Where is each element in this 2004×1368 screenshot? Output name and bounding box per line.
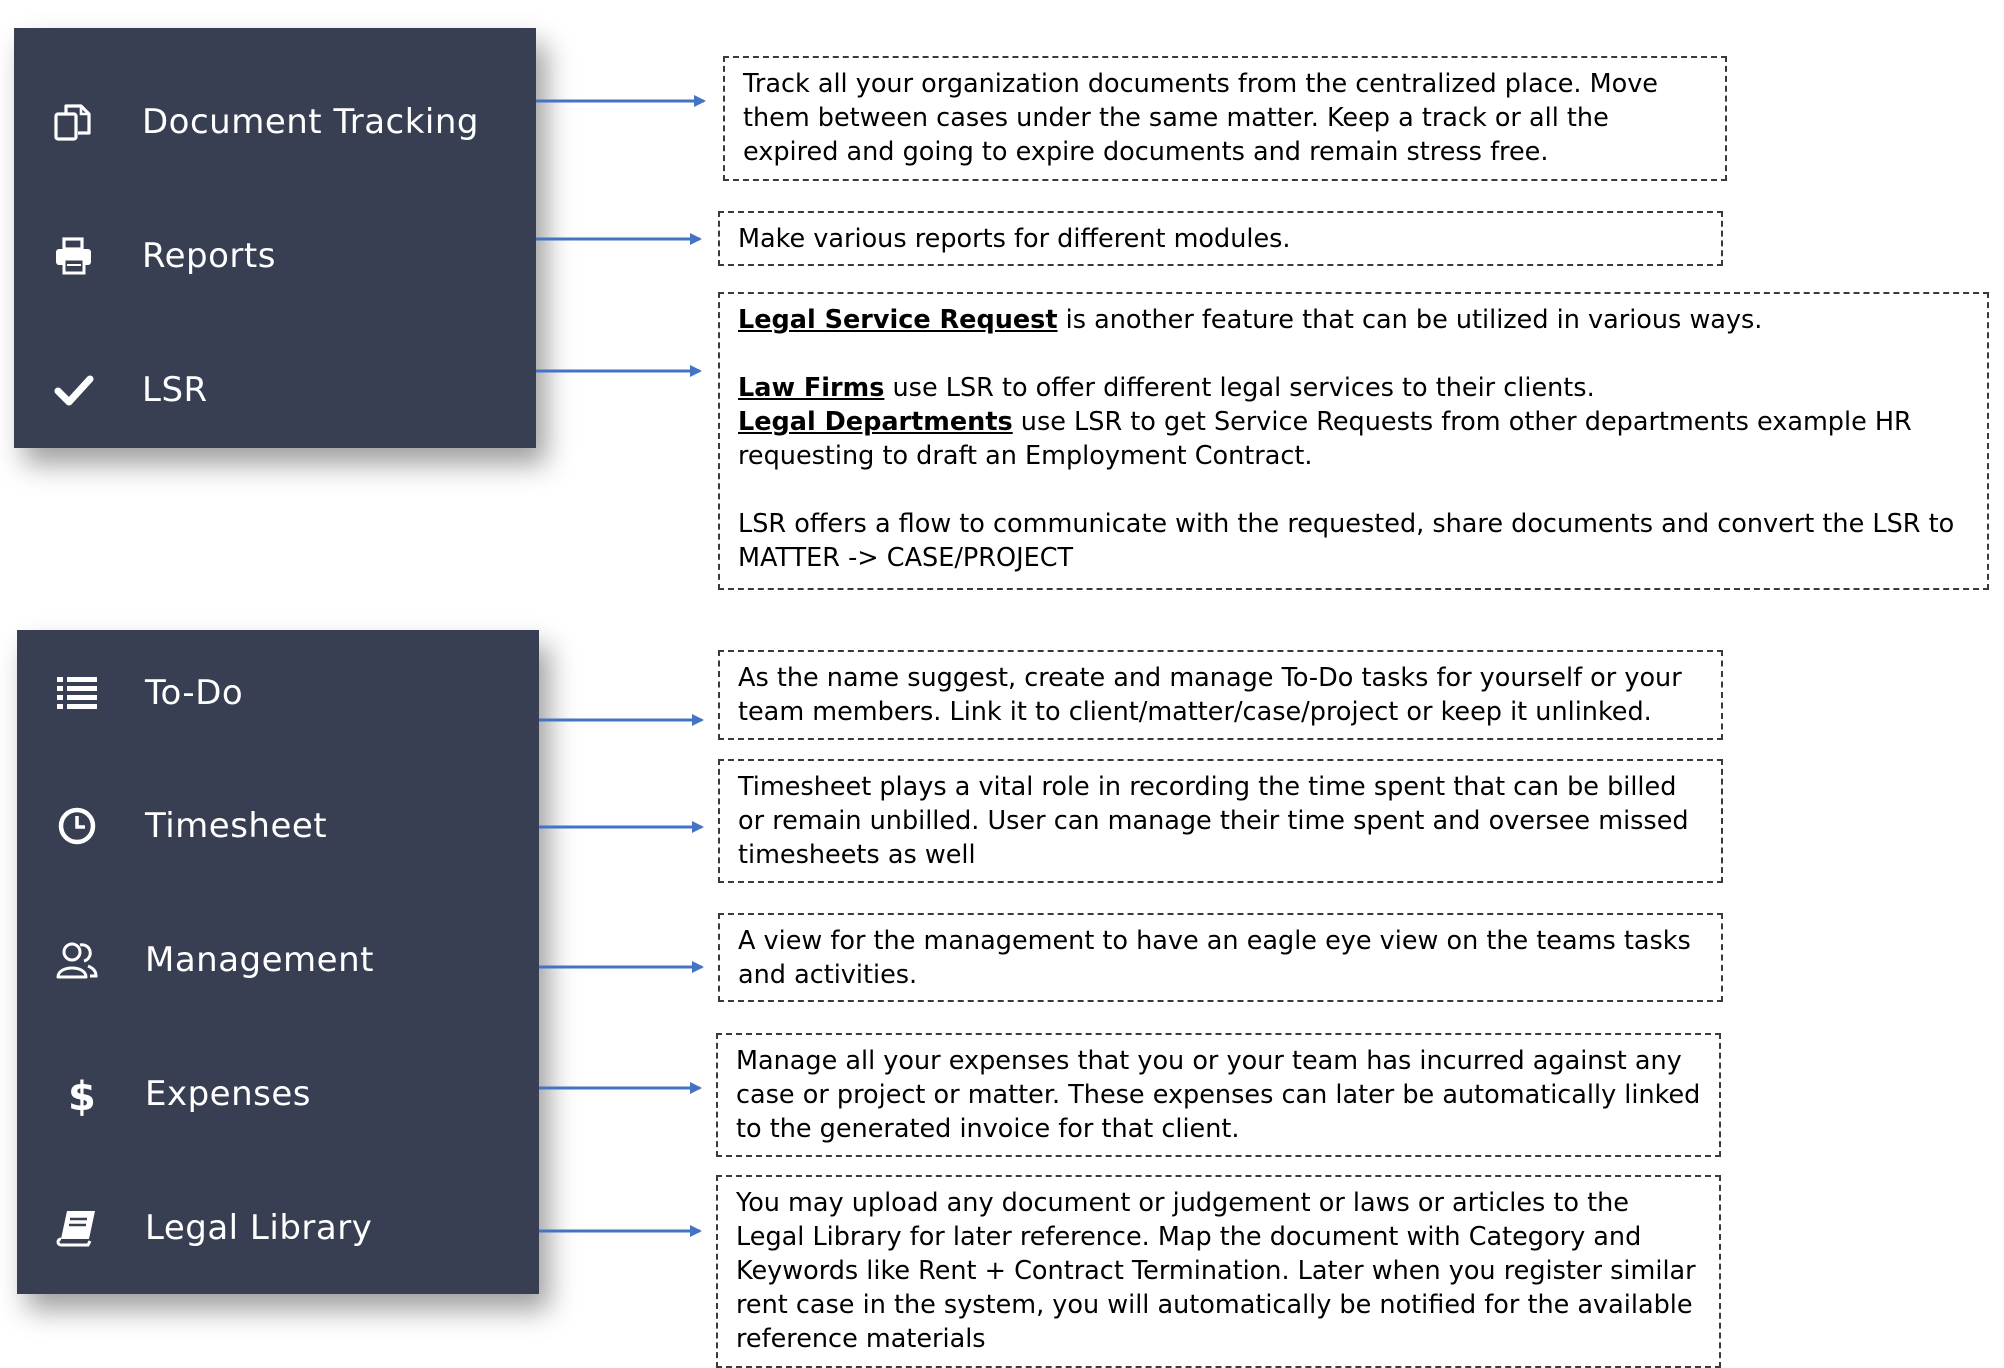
- menu-label: Legal Library: [145, 1208, 373, 1248]
- keyword-legal-service-request: Legal Service Request: [738, 305, 1058, 335]
- desc-legal-library: [716, 1175, 1721, 1368]
- desc-text: is another feature that can be utilized in various ways.: [1057, 305, 1763, 335]
- desc-todo: [718, 650, 1723, 740]
- desc-timesheet: [718, 759, 1723, 883]
- svg-text:$: $: [68, 1074, 96, 1117]
- desc-text: Timesheet plays a vital role in recording the time spent that can be billed or remain unbilled. User can manage their time spent and oversee missed timesheets as well: [738, 772, 1689, 870]
- menu-label: To-Do: [145, 673, 244, 713]
- desc-expenses: [716, 1033, 1721, 1157]
- menu-label: Reports: [142, 236, 276, 276]
- desc-text: A view for the management to have an eagle eye view on the teams tasks and activities.: [738, 926, 1691, 990]
- desc-text: Track all your organization documents from the centralized place. Move them between cases under the same matter. Keep a track or all the expired and going to expire documents and remain stress free.: [743, 69, 1658, 167]
- desc-text: Make various reports for different modules.: [738, 224, 1291, 254]
- desc-text: use LSR to offer different legal services to their clients.: [884, 373, 1595, 403]
- keyword-legal-departments: Legal Departments: [738, 407, 1013, 437]
- desc-text: You may upload any document or judgement or laws or articles to the Legal Library for later reference. Map the document with Category and Keywords like Rent + Contract Termination. Later when you register similar rent case in the system, you will automatically be notified for the available reference materials: [736, 1188, 1696, 1354]
- desc-reports: [718, 211, 1723, 266]
- menu-label: Timesheet: [145, 806, 328, 846]
- desc-text: LSR offers a flow to communicate with the requested, share documents and convert the LSR to MATTER -> CASE/PROJECT: [738, 509, 1955, 573]
- menu-label: LSR: [142, 370, 208, 410]
- desc-document-tracking: [723, 56, 1727, 181]
- desc-management: [718, 913, 1723, 1002]
- menu-label: Management: [145, 940, 374, 980]
- menu-label: Document Tracking: [142, 102, 479, 142]
- keyword-law-firms: Law Firms: [738, 373, 885, 403]
- desc-text: Manage all your expenses that you or your team has incurred against any case or project or matter. These expenses can later be automatically linked to the generated invoice for that client.: [736, 1046, 1701, 1144]
- desc-lsr: [718, 292, 1989, 590]
- menu-label: Expenses: [145, 1074, 311, 1114]
- desc-text: use LSR to get Service Requests from other departments example HR requesting to draft an Employment Contract.: [738, 407, 1912, 471]
- desc-text: As the name suggest, create and manage To-Do tasks for yourself or your team members. Link it to client/matter/case/project or keep it unlinked.: [738, 663, 1682, 727]
